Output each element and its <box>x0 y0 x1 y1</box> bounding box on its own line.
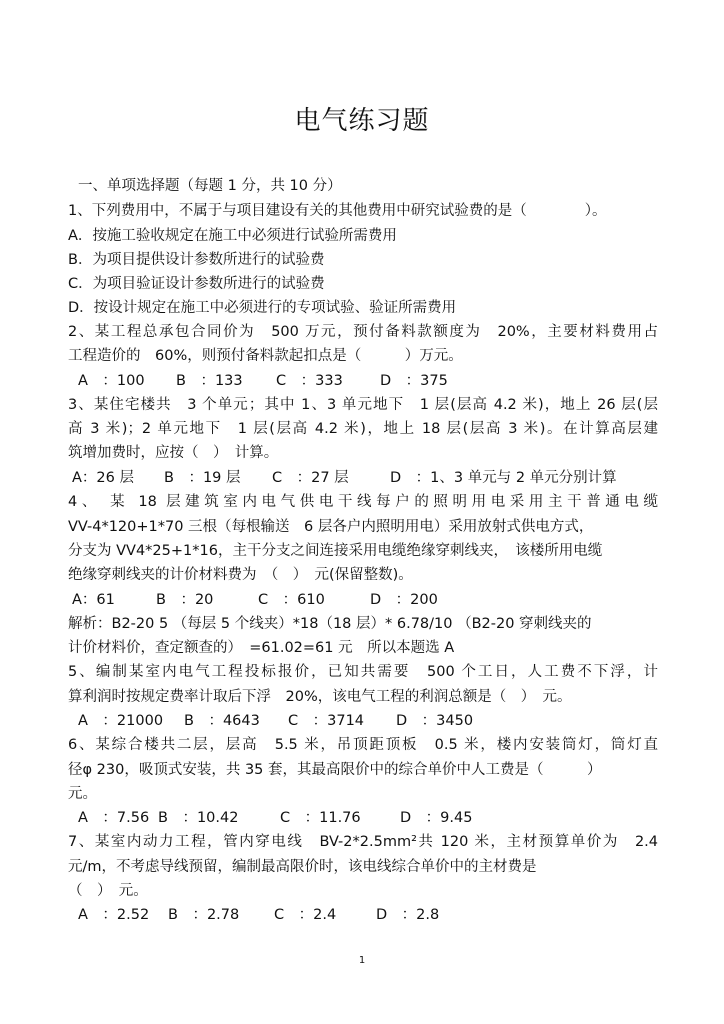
q1-option-c: C．为项目验证设计参数所进行的试验费 <box>68 276 325 292</box>
q3-option-d: D ：1、3 单元与 2 单元分别计算 <box>390 470 617 486</box>
q4-stem-line-1: 4、 某 18 层建筑室内电气供电干线每户的照明用电采用主干普通电缆 <box>68 494 658 510</box>
q7-option-d: D ：2.8 <box>376 907 440 923</box>
q5-option-c: C ：3714 <box>288 713 365 729</box>
q5-options <box>78 711 668 731</box>
q2-options <box>78 371 668 391</box>
q3-option-b: B ：19 层 <box>164 470 241 486</box>
q4-stem-line-3: 分支为 VV4*25+1*16，主干分支之间连接采用电缆绝缘穿刺线夹， 该楼所用电缆 <box>68 543 603 559</box>
q7-stem-line-2: 元/m，不考虑导线预留，编制最高限价时，该电线综合单价中的主材费是 <box>68 859 537 875</box>
q6-stem-line-3: 元。 <box>68 786 97 802</box>
q5-option-d: D ：3450 <box>396 713 474 729</box>
section-heading: 一、单项选择题（每题 1 分，共 10 分） <box>78 178 342 194</box>
q3-stem-line-1: 3、某住宅楼共 3 个单元；其中 1、3 单元地下 1 层(层高 4.2 米)，地上 26 层(层 <box>68 397 658 413</box>
q3-stem-line-3: 筑增加费时，应按（ ） 计算。 <box>68 445 279 461</box>
q4-options <box>72 590 662 610</box>
q3-options <box>72 468 662 488</box>
q2-stem-line-1: 2、某工程总承包合同价为 500 万元，预付备料款额度为 20%，主要材料费用占 <box>68 324 658 340</box>
q7-options <box>78 905 668 925</box>
q2-stem-line-2: 工程造价的 60%，则预付备料款起扣点是（ ）万元。 <box>68 348 463 364</box>
q5-stem-line-2: 算利润时按规定费率计取后下浮 20%，该电气工程的利润总额是（ ） 元。 <box>68 689 572 705</box>
q7-option-a: A ：2.52 <box>78 907 150 923</box>
q4-stem-line-4: 绝缘穿刺线夹的计价材料费为 （ ） 元(保留整数)。 <box>68 567 413 583</box>
q3-option-a: A：26 层 <box>72 470 134 486</box>
q7-option-c: C ：2.4 <box>274 907 337 923</box>
q6-stem-line-1: 6、某综合楼共二层，层高 5.5 米，吊顶距顶板 0.5 米，楼内安装筒灯，筒灯直 <box>68 737 658 753</box>
q1-option-d: D．按设计规定在施工中必须进行的专项试验、验证所需费用 <box>68 300 457 316</box>
q1-stem: 1、下列费用中，不属于与项目建设有关的其他费用中研究试验费的是（ ）。 <box>68 203 607 219</box>
q1-option-a: A．按施工验收规定在施工中必须进行试验所需费用 <box>68 228 397 244</box>
q7-stem-line-3: （ ） 元。 <box>68 883 148 899</box>
q4-explanation-line-2: 计价材料价，查定额查的） =61.02=61 元 所以本题选 A <box>68 640 455 656</box>
q3-stem-line-2: 高 3 米)；2 单元地下 1 层(层高 4.2 米)，地上 18 层(层高 3 米)。在计算高层建 <box>68 421 658 437</box>
q4-option-b: B ：20 <box>156 592 214 608</box>
q6-options <box>78 808 668 828</box>
q6-option-b: B ：10.42 <box>158 810 239 826</box>
q4-explanation-line-1: 解析：B2-20 5 （每层 5 个线夹）*18（18 层）* 6.78/10 （B2-20 穿刺线夹的 <box>68 616 592 632</box>
q6-option-d: D ：9.45 <box>400 810 473 826</box>
q5-stem-line-1: 5、编制某室内电气工程投标报价，已知共需要 500 个工日，人工费不下浮，计 <box>68 664 658 680</box>
q6-option-a: A ：7.56 <box>78 810 150 826</box>
q5-option-b: B ：4643 <box>184 713 260 729</box>
q2-option-c: C ：333 <box>276 373 343 389</box>
q4-stem-line-2: VV-4*120+1*70 三根（每根输送 6 层各户内照明用电）采用放射式供电方式， <box>68 519 594 535</box>
q7-option-b: B ：2.78 <box>168 907 240 923</box>
q2-option-b: B ：133 <box>176 373 243 389</box>
q7-stem-line-1: 7、某室内动力工程，管内穿电线 BV-2*2.5mm²共 120 米，主材预算单价为 2.4 <box>68 834 658 850</box>
q1-option-b: B．为项目提供设计参数所进行的试验费 <box>68 252 325 268</box>
q4-option-a: A：61 <box>72 592 115 608</box>
page-number: 1 <box>358 955 366 966</box>
q3-option-c: C ：27 层 <box>272 470 349 486</box>
q6-option-c: C ：11.76 <box>280 810 361 826</box>
q2-option-a: A ：100 <box>78 373 145 389</box>
q6-stem-line-2: 径φ 230，吸顶式安装，共 35 套，其最高限价中的综合单价中人工费是（ ） <box>68 762 602 778</box>
q4-option-c: C ：610 <box>258 592 325 608</box>
q2-option-d: D ：375 <box>380 373 448 389</box>
q5-option-a: A ：21000 <box>78 713 164 729</box>
q4-option-d: D ：200 <box>370 592 438 608</box>
page-title: 电气练习题 <box>294 106 430 136</box>
